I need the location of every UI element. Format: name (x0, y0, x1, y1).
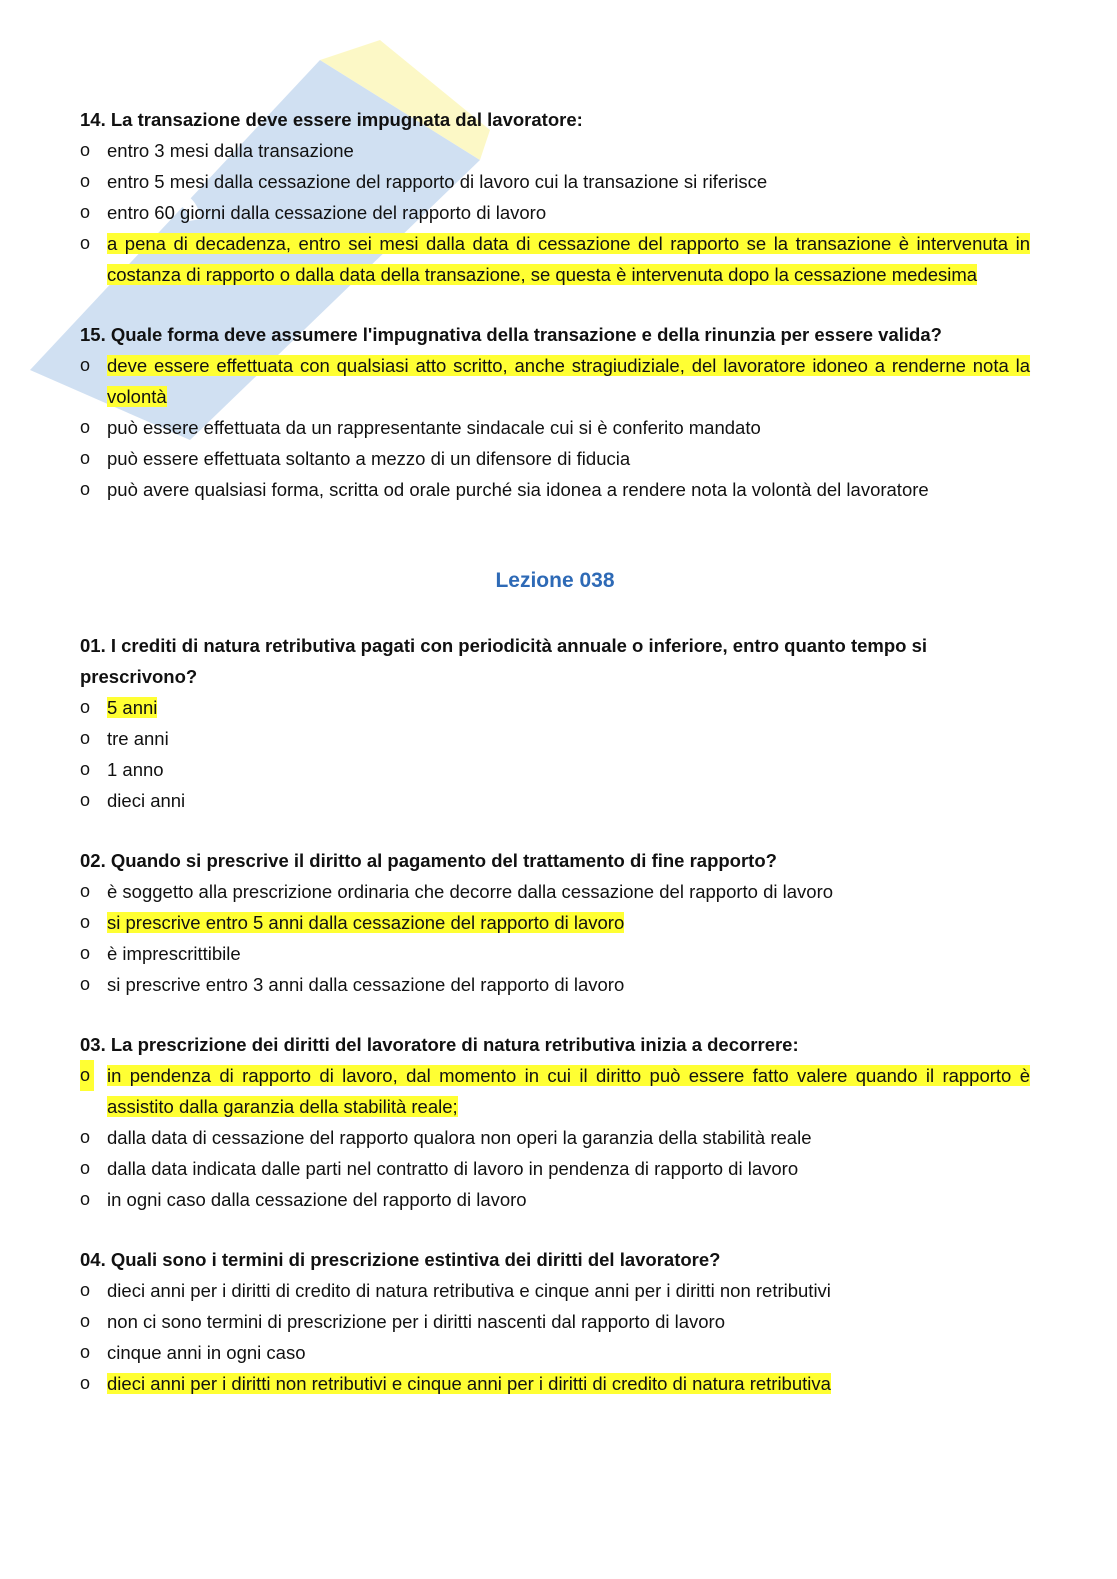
answer-option (80, 723, 1030, 754)
circle-bullet-icon: o (80, 1280, 91, 1300)
circle-bullet-icon: o (80, 1373, 91, 1393)
answer-text: deve essere effettuata con qualsiasi atto scritto, anche stragiudiziale, del lavoratore idoneo a renderne nota la volontà (107, 355, 1030, 407)
answer-text: entro 5 mesi dalla cessazione del rapporto di lavoro cui la transazione si riferisce (107, 171, 768, 192)
answer-option-correct (80, 1368, 1030, 1399)
answer-options (80, 135, 1030, 290)
answer-option (80, 166, 1030, 197)
circle-bullet-icon: o (80, 202, 91, 222)
circle-bullet-icon: o (80, 140, 91, 160)
circle-bullet-icon: o (80, 1189, 91, 1209)
answer-option (80, 876, 1030, 907)
question-title: 01. I crediti di natura retributiva pagati con periodicità annuale o inferiore, entro quanto tempo si prescrivono? (80, 635, 928, 687)
answer-text: in pendenza di rapporto di lavoro, dal momento in cui il diritto può essere fatto valere quando il rapporto è assistito dalla garanzia della stabilità reale; (107, 1065, 1030, 1117)
circle-bullet-icon: o (80, 417, 91, 437)
circle-bullet-icon: o (80, 790, 91, 810)
answer-option-correct (80, 1060, 1030, 1122)
answer-option (80, 135, 1030, 166)
question-title: 02. Quando si prescrive il diritto al pagamento del trattamento di fine rapporto? (80, 850, 777, 871)
circle-bullet-icon: o (80, 881, 91, 901)
question-title: 04. Quali sono i termini di prescrizione estintiva dei diritti del lavoratore? (80, 1249, 721, 1270)
answer-text: entro 3 mesi dalla transazione (107, 140, 354, 161)
question-block (80, 630, 1030, 816)
answer-options (80, 1060, 1030, 1215)
circle-bullet-icon: o (80, 912, 91, 932)
answer-text: 1 anno (107, 759, 164, 780)
question-title: 15. Quale forma deve assumere l'impugnativa della transazione e della rinunzia per essere valida? (80, 324, 942, 345)
answer-text: non ci sono termini di prescrizione per i diritti nascenti dal rapporto di lavoro (107, 1311, 725, 1332)
circle-bullet-icon: o (80, 697, 91, 717)
circle-bullet-icon: o (80, 355, 91, 375)
answer-option (80, 1275, 1030, 1306)
answer-option (80, 785, 1030, 816)
answer-option-correct (80, 228, 1030, 290)
answer-option (80, 754, 1030, 785)
answer-text: tre anni (107, 728, 169, 749)
circle-bullet-icon: o (80, 233, 91, 253)
question-block (80, 319, 1030, 505)
answer-text: dieci anni per i diritti di credito di natura retributiva e cinque anni per i diritti non retributivi (107, 1280, 831, 1301)
answer-text: dalla data di cessazione del rapporto qualora non operi la garanzia della stabilità reale (107, 1127, 812, 1148)
answer-option-correct (80, 692, 1030, 723)
answer-text: è imprescrittibile (107, 943, 241, 964)
answer-text: entro 60 giorni dalla cessazione del rapporto di lavoro (107, 202, 547, 223)
question-block (80, 845, 1030, 1000)
answer-option (80, 474, 1030, 505)
answer-text: può essere effettuata soltanto a mezzo di un difensore di fiducia (107, 448, 631, 469)
answer-options (80, 1275, 1030, 1399)
circle-bullet-icon: o (80, 171, 91, 191)
answer-option (80, 1306, 1030, 1337)
answer-text: si prescrive entro 5 anni dalla cessazione del rapporto di lavoro (107, 912, 625, 933)
question-title: 03. La prescrizione dei diritti del lavoratore di natura retributiva inizia a decorrere: (80, 1034, 799, 1055)
answer-text: in ogni caso dalla cessazione del rapporto di lavoro (107, 1189, 527, 1210)
circle-bullet-icon: o (80, 728, 91, 748)
answer-text: è soggetto alla prescrizione ordinaria che decorre dalla cessazione del rapporto di lavoro (107, 881, 834, 902)
answer-option-correct (80, 350, 1030, 412)
answer-text: 5 anni (107, 697, 158, 718)
question-block (80, 1244, 1030, 1399)
circle-bullet-icon: o (80, 1311, 91, 1331)
answer-option (80, 1337, 1030, 1368)
answer-option (80, 1184, 1030, 1215)
answer-text: a pena di decadenza, entro sei mesi dalla data di cessazione del rapporto se la transazione è intervenuta in costanza di rapporto o dalla data della transazione, se questa è intervenuta dopo la cessazione medesima (107, 233, 1030, 285)
circle-bullet-icon: o (80, 1158, 91, 1178)
circle-bullet-icon: o (80, 1342, 91, 1362)
circle-bullet-icon: o (80, 479, 91, 499)
question-title: 14. La transazione deve essere impugnata dal lavoratore: (80, 109, 583, 130)
circle-bullet-icon: o (80, 448, 91, 468)
answer-text: dalla data indicata dalle parti nel contratto di lavoro in pendenza di rapporto di lavoro (107, 1158, 799, 1179)
question-block (80, 104, 1030, 290)
circle-bullet-icon: o (80, 759, 91, 779)
answer-option (80, 412, 1030, 443)
document-page (80, 104, 1030, 1428)
circle-bullet-icon: o (80, 1060, 94, 1091)
circle-bullet-icon: o (80, 1127, 91, 1147)
answer-option (80, 1153, 1030, 1184)
answer-option (80, 969, 1030, 1000)
answer-text: può avere qualsiasi forma, scritta od orale purché sia idonea a rendere nota la volontà del lavoratore (107, 479, 929, 500)
answer-option (80, 443, 1030, 474)
question-block (80, 1029, 1030, 1215)
answer-text: cinque anni in ogni caso (107, 1342, 306, 1363)
section-title: Lezione 038 (495, 569, 615, 592)
answer-option (80, 1122, 1030, 1153)
answer-options (80, 692, 1030, 816)
answer-options (80, 876, 1030, 1000)
answer-options (80, 350, 1030, 505)
answer-text: si prescrive entro 3 anni dalla cessazione del rapporto di lavoro (107, 974, 625, 995)
answer-option (80, 197, 1030, 228)
circle-bullet-icon: o (80, 974, 91, 994)
answer-text: dieci anni per i diritti non retributivi e cinque anni per i diritti di credito di natura retributiva (107, 1373, 831, 1394)
answer-option-correct (80, 907, 1030, 938)
answer-text: può essere effettuata da un rappresentante sindacale cui si è conferito mandato (107, 417, 761, 438)
answer-option (80, 938, 1030, 969)
answer-text: dieci anni (107, 790, 186, 811)
circle-bullet-icon: o (80, 943, 91, 963)
